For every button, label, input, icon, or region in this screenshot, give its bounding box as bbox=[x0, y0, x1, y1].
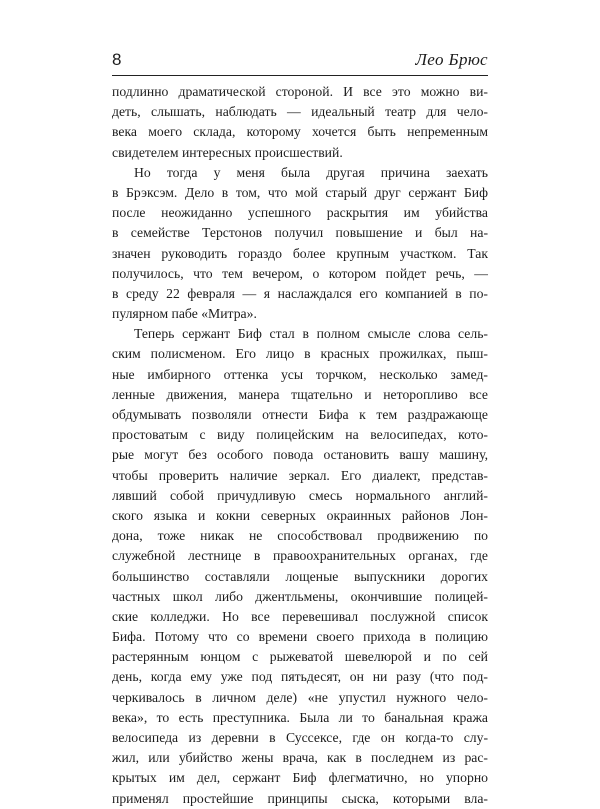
text-line: рые могут без особого повода остановить вашу машину, bbox=[112, 447, 488, 463]
text-line: лявший собой причудливую смесь нормального англий- bbox=[112, 487, 488, 503]
text-line: ные имбирного оттенка усы торчком, несколько замед- bbox=[112, 366, 488, 382]
body-text bbox=[112, 82, 488, 809]
text-line: крытых им дел, сержант Биф флегматично, но упорно bbox=[112, 770, 488, 786]
text-line: растерянным юнцом с рыжеватой шевелюрой и по сей bbox=[112, 649, 488, 665]
text-line: большинство составляли лощеные выпускники дорогих bbox=[112, 568, 488, 584]
text-line: Теперь сержант Биф стал в полном смысле слова сель- bbox=[134, 326, 488, 342]
text-line: применял простейшие принципы сыска, которыми вла- bbox=[112, 790, 488, 806]
text-line: ленные движения, манера тщательно и неторопливо все bbox=[112, 386, 488, 402]
running-head-author: Лео Брюс bbox=[415, 50, 488, 69]
text-line: ским полисменом. Его лицо в красных прожилках, пыш- bbox=[112, 346, 488, 362]
text-line: Но тогда у меня была другая причина заехать bbox=[134, 164, 488, 180]
text-line: значен руководить гораздо более крупным участком. Так bbox=[112, 245, 488, 261]
text-line: служебной лестнице в правоохранительных органах, где bbox=[112, 548, 488, 564]
text-line: частных школ либо джентльмены, окончившие полицей- bbox=[112, 588, 488, 604]
text-line: жил, или убийство жены врача, как в последнем из рас- bbox=[112, 750, 488, 766]
text-line: в семействе Терстонов получил повышение и был на- bbox=[112, 225, 488, 241]
text-line: свидетелем интересных происшествий. bbox=[112, 144, 343, 160]
text-line: Бифа. Потому что со времени своего прихода в полицию bbox=[112, 629, 488, 645]
text-line: получилось, что тем вечером, о котором пойдет речь, — bbox=[112, 265, 488, 281]
text-line: века», то есть преступника. Была ли то банальная кража bbox=[112, 709, 488, 725]
text-line: ские колледжи. Но все перевешивал послужной список bbox=[112, 608, 488, 624]
header-divider bbox=[112, 75, 488, 76]
text-line: после неожиданно успешного раскрытия им убийства bbox=[112, 205, 488, 221]
text-line: подлинно драматической стороной. И все это можно ви- bbox=[112, 84, 488, 99]
text-line: день, когда ему уже под пятьдесят, он ни разу (что под- bbox=[112, 669, 488, 685]
text-line: в Брэксэм. Дело в том, что мой старый друг сержант Биф bbox=[112, 184, 488, 200]
text-line: ского языка и кокни северных окраинных районов Лон- bbox=[112, 507, 488, 523]
text-line: обдумывать позволяли отнести Бифа к тем раздражающе bbox=[112, 407, 488, 422]
text-line: черкивалось в личном деле) «не упустил нужного чело- bbox=[112, 689, 488, 705]
text-line: века моего склада, которому хочется быть непременным bbox=[112, 124, 488, 140]
text-line: чтобы проверить наличие зеркал. Его диалект, представ- bbox=[112, 467, 488, 483]
text-line: простоватым с виду полицейским на велосипедах, кото- bbox=[112, 427, 488, 443]
page-number: 8 bbox=[112, 50, 122, 69]
text-line: в среду 22 февраля — я наслаждался его компанией в по- bbox=[112, 285, 488, 301]
page-header bbox=[112, 50, 488, 72]
text-line: деть, слышать, наблюдать — идеальный театр для чело- bbox=[112, 104, 488, 120]
text-line: пулярном пабе «Митра». bbox=[112, 306, 257, 322]
text-line: велосипеда из деревни в Суссексе, где он когда-то слу- bbox=[112, 730, 488, 745]
text-line: дона, тоже никак не способствовал продвижению по bbox=[112, 528, 488, 544]
